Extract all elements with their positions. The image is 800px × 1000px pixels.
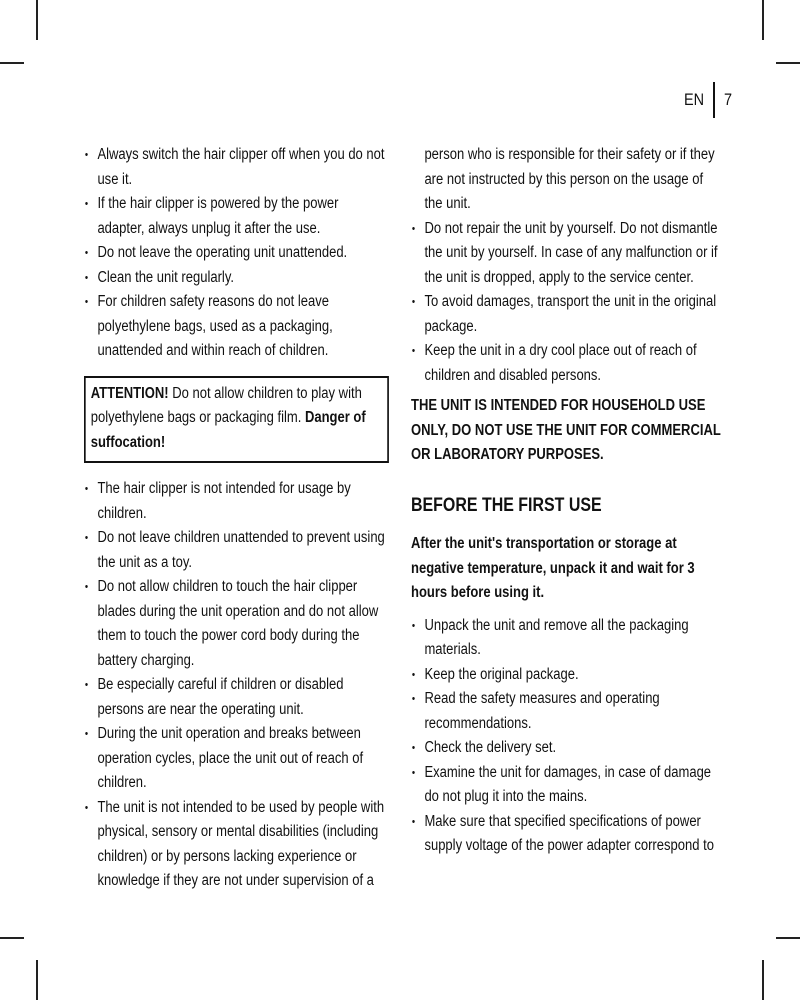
attention-label: ATTENTION!	[90, 384, 169, 402]
list-item: • Unpack the unit and remove all the packaging materials.	[411, 614, 721, 663]
header-divider	[713, 82, 715, 118]
safety-list-3	[411, 217, 721, 389]
list-item: • Do not allow children to touch the hair clipper blades during the unit operation and do not allow them to touch the power cord body during the battery charging.	[84, 575, 389, 673]
right-column	[411, 143, 721, 859]
list-item: • The unit is not intended to be used by people with physical, sensory or mental disabilities (including children) or by persons lacking experience or knowledge if they are not under supervision of a	[84, 796, 389, 894]
crop-mark	[776, 937, 800, 939]
list-item: • Keep the unit in a dry cool place out of reach of children and disabled persons.	[411, 339, 721, 388]
list-item: • If the hair clipper is powered by the power adapter, always unplug it after the use.	[84, 192, 389, 241]
list-item: • Keep the original package.	[411, 663, 721, 688]
page-number: 7	[724, 90, 733, 109]
safety-list-1	[84, 143, 389, 364]
list-item: • Do not leave the operating unit unattended.	[84, 241, 389, 266]
list-item: • Check the delivery set.	[411, 736, 721, 761]
usage-notice: THE UNIT IS INTENDED FOR HOUSEHOLD USE ONLY, DO NOT USE THE UNIT FOR COMMERCIAL OR LABORATORY PURPOSES.	[411, 397, 721, 463]
page-header	[680, 90, 740, 116]
list-item: • For children safety reasons do not leave polyethylene bags, used as a packaging, unattended and within reach of children.	[84, 290, 389, 364]
list-item: • Be especially careful if children or disabled persons are near the operating unit.	[84, 673, 389, 722]
list-item: • Do not leave children unattended to prevent using the unit as a toy.	[84, 526, 389, 575]
list-item: • The hair clipper is not intended for usage by children.	[84, 477, 389, 526]
crop-mark	[0, 62, 24, 64]
list-item: • Do not repair the unit by yourself. Do not dismantle the unit by yourself. In case of any malfunction or if the unit is dropped, apply to the service center.	[411, 217, 721, 291]
list-item: • Make sure that specified specifications of power supply voltage of the power adapter correspond to	[411, 810, 721, 859]
first-use-list	[411, 614, 721, 859]
list-item: • Always switch the hair clipper off when you do not use it.	[84, 143, 389, 192]
section-heading: BEFORE THE FIRST USE	[411, 494, 602, 516]
crop-mark	[776, 62, 800, 64]
crop-mark	[0, 937, 24, 939]
list-item: • Read the safety measures and operating recommendations.	[411, 687, 721, 736]
list-item: • Examine the unit for damages, in case of damage do not plug it into the mains.	[411, 761, 721, 810]
list-item: • Clean the unit regularly.	[84, 266, 389, 291]
safety-list-2	[84, 477, 389, 894]
lead-paragraph: After the unit's transportation or storage at negative temperature, unpack it and wait for 3 hours before using it.	[411, 535, 695, 601]
left-column	[84, 143, 389, 894]
list-item: • During the unit operation and breaks between operation cycles, place the unit out of reach of children.	[84, 722, 389, 796]
crop-mark	[762, 0, 764, 40]
attention-text: Do not allow children to play with polyethylene bags or packaging film.	[90, 384, 362, 426]
crop-mark	[762, 960, 764, 1000]
crop-mark	[36, 960, 38, 1000]
list-item: • To avoid damages, transport the unit in the original package.	[411, 290, 721, 339]
danger-text: Danger of suffocation!	[90, 409, 366, 451]
language-label: EN	[684, 90, 705, 109]
attention-box	[84, 376, 389, 464]
crop-mark	[36, 0, 38, 40]
continued-text: person who is responsible for their safety or if they are not instructed by this person on the usage of the unit.	[424, 146, 715, 212]
